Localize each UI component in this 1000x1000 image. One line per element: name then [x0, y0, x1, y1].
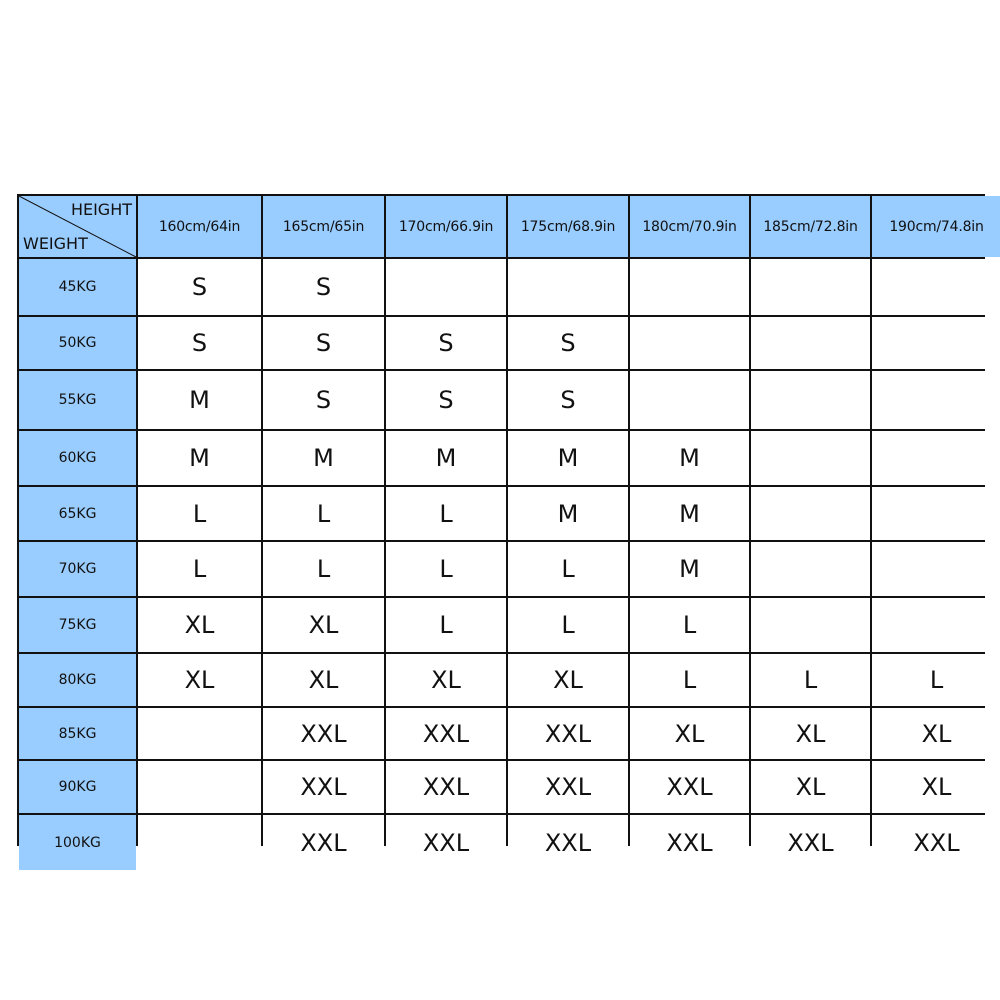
size-cell [508, 259, 628, 315]
size-cell [138, 708, 261, 759]
weight-header-cell: 85KG [19, 708, 136, 759]
size-cell: L [138, 542, 261, 596]
size-cell: L [386, 542, 506, 596]
size-cell: L [386, 598, 506, 652]
size-cell: S [263, 259, 384, 315]
size-cell: XL [508, 654, 628, 706]
size-cell [138, 761, 261, 813]
size-cell [751, 431, 870, 485]
weight-header-cell: 65KG [19, 487, 136, 540]
size-cell: XL [872, 708, 1000, 759]
size-cell: XXL [263, 761, 384, 813]
height-header-cell: 190cm/74.8in [872, 196, 1000, 257]
size-cell: L [263, 542, 384, 596]
size-cell [872, 259, 1000, 315]
size-cell: XL [630, 708, 749, 759]
size-cell [751, 598, 870, 652]
weight-header-cell: 50KG [19, 317, 136, 369]
weight-header-cell: 60KG [19, 431, 136, 485]
size-cell [751, 317, 870, 369]
weight-header-cell: 55KG [19, 371, 136, 429]
size-cell: XL [872, 761, 1000, 813]
size-cell: M [630, 431, 749, 485]
size-cell [751, 371, 870, 429]
size-cell: XXL [386, 708, 506, 759]
size-cell: S [138, 259, 261, 315]
height-header-cell: 165cm/65in [263, 196, 384, 257]
size-cell: M [630, 542, 749, 596]
size-cell: M [138, 371, 261, 429]
size-cell: S [138, 317, 261, 369]
size-cell: XL [751, 761, 870, 813]
size-cell: L [386, 487, 506, 540]
size-cell: XL [263, 598, 384, 652]
size-cell: L [751, 654, 870, 706]
weight-axis-label: WEIGHT [23, 234, 88, 253]
size-cell [872, 598, 1000, 652]
weight-header-cell: 70KG [19, 542, 136, 596]
weight-header-cell: 80KG [19, 654, 136, 706]
size-cell: S [508, 371, 628, 429]
height-header-cell: 170cm/66.9in [386, 196, 506, 257]
size-cell: XXL [751, 815, 870, 870]
size-cell [630, 259, 749, 315]
size-cell: XXL [263, 708, 384, 759]
size-cell: S [263, 317, 384, 369]
size-cell: XXL [508, 815, 628, 870]
size-cell [386, 259, 506, 315]
size-cell: S [386, 317, 506, 369]
size-chart-table [17, 194, 985, 857]
size-cell: S [386, 371, 506, 429]
size-cell: L [508, 598, 628, 652]
weight-header-cell: 100KG [19, 815, 136, 870]
size-cell: L [138, 487, 261, 540]
size-cell: XL [751, 708, 870, 759]
size-cell: XXL [508, 761, 628, 813]
size-cell: M [263, 431, 384, 485]
weight-header-cell: 90KG [19, 761, 136, 813]
height-header-cell: 180cm/70.9in [630, 196, 749, 257]
height-axis-label: HEIGHT [70, 200, 132, 219]
size-cell: L [872, 654, 1000, 706]
size-cell: M [630, 487, 749, 540]
size-cell [872, 431, 1000, 485]
size-cell: XL [263, 654, 384, 706]
height-header-cell: 160cm/64in [138, 196, 261, 257]
corner-header-cell [19, 196, 136, 257]
size-cell: XL [138, 598, 261, 652]
size-cell: XXL [386, 761, 506, 813]
size-cell [751, 542, 870, 596]
size-cell: XXL [386, 815, 506, 870]
weight-header-cell: 45KG [19, 259, 136, 315]
size-cell: S [508, 317, 628, 369]
size-cell: L [630, 654, 749, 706]
size-cell: L [508, 542, 628, 596]
size-cell [872, 542, 1000, 596]
size-cell [138, 815, 261, 870]
size-cell [751, 487, 870, 540]
size-cell: XXL [630, 761, 749, 813]
size-cell: XXL [872, 815, 1000, 870]
size-cell: XXL [508, 708, 628, 759]
size-cell: XL [386, 654, 506, 706]
size-cell: M [508, 487, 628, 540]
size-cell [872, 487, 1000, 540]
size-cell: L [630, 598, 749, 652]
size-cell: XXL [263, 815, 384, 870]
height-header-cell: 185cm/72.8in [751, 196, 870, 257]
size-cell [630, 317, 749, 369]
size-cell: M [508, 431, 628, 485]
height-header-cell: 175cm/68.9in [508, 196, 628, 257]
size-cell [872, 317, 1000, 369]
size-cell: L [263, 487, 384, 540]
size-cell [630, 371, 749, 429]
size-cell: M [138, 431, 261, 485]
weight-header-cell: 75KG [19, 598, 136, 652]
size-cell: XL [138, 654, 261, 706]
size-cell: S [263, 371, 384, 429]
size-cell [872, 371, 1000, 429]
size-cell: XXL [630, 815, 749, 870]
size-cell [751, 259, 870, 315]
size-cell: M [386, 431, 506, 485]
